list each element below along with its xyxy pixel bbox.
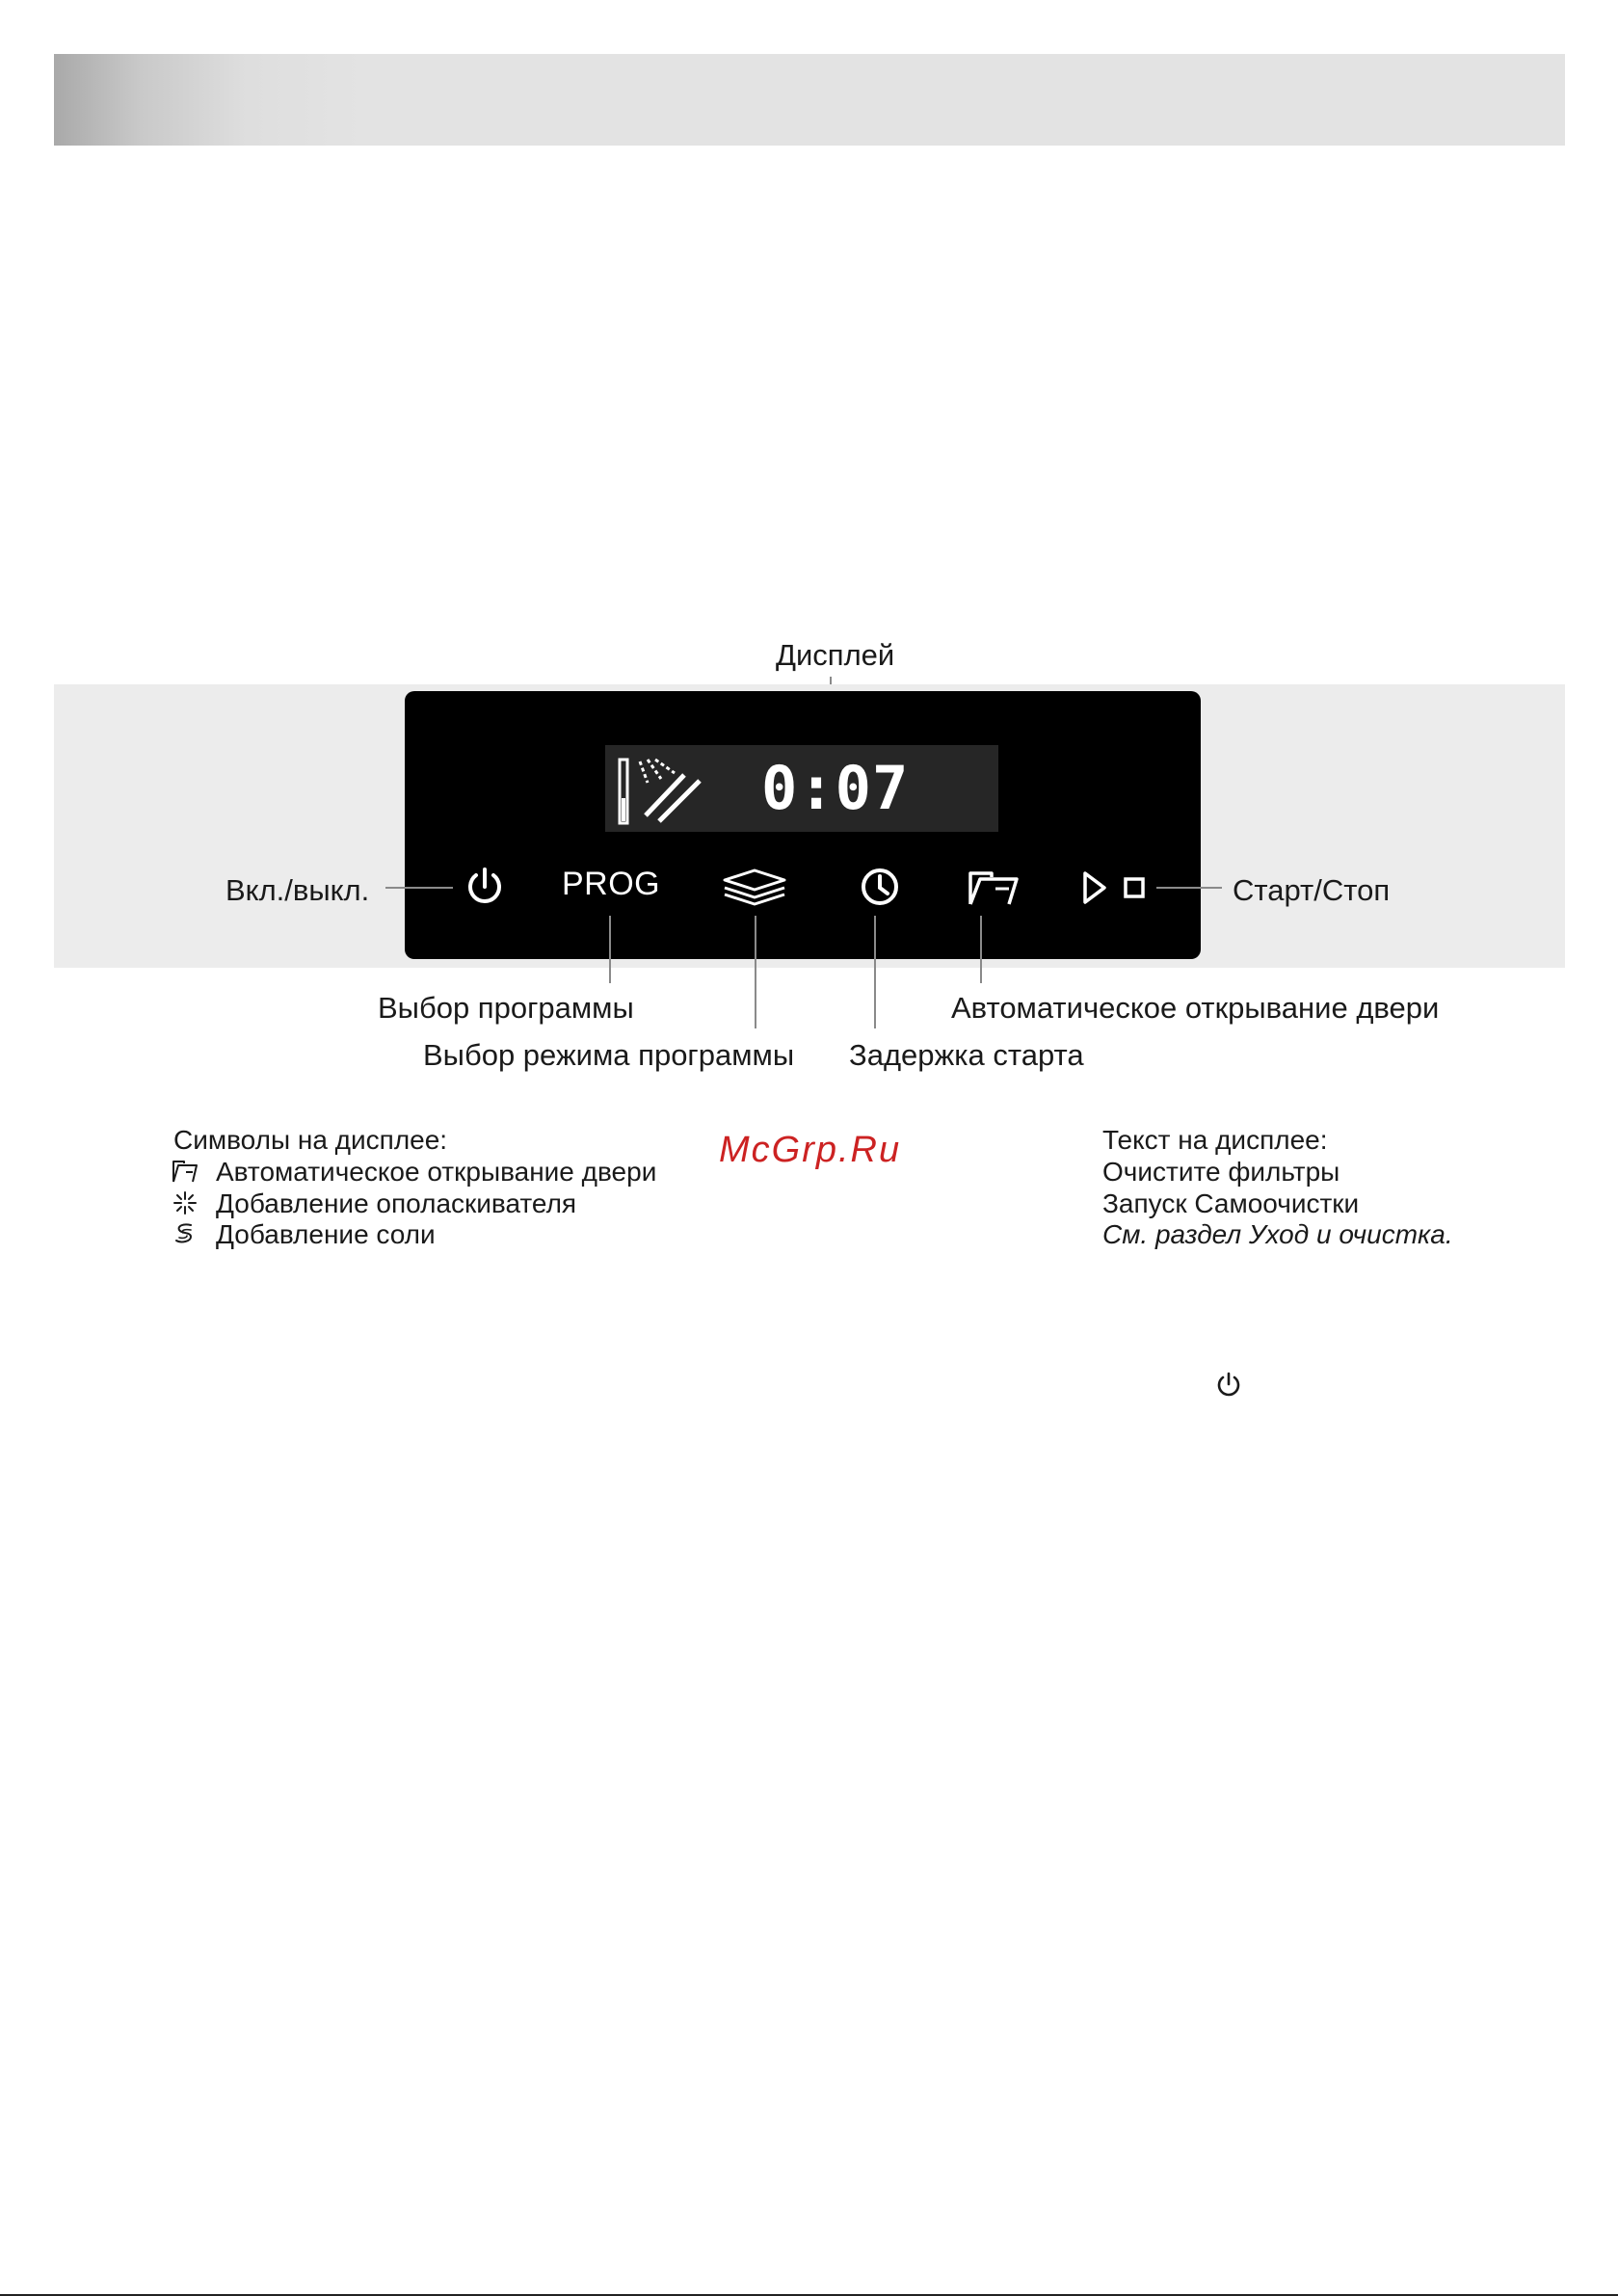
display-text-line-2: Запуск Самоочистки (1102, 1188, 1360, 1218)
auto-door-icon (970, 873, 1017, 904)
start-stop-button[interactable] (1081, 869, 1149, 906)
leader-program-mode (755, 916, 756, 1028)
leader-delay-start (874, 916, 876, 1028)
symbol-label-auto-door: Автоматическое открывание двери (216, 1157, 657, 1187)
display-text-heading: Текст на дисплее: (1102, 1125, 1328, 1155)
display-time: 0:07 (761, 753, 910, 823)
symbol-label-rinse-aid: Добавление ополаскивателя (216, 1188, 577, 1218)
salt-icon (172, 1220, 199, 1247)
leader-program-select (609, 916, 611, 983)
play-icon (1085, 873, 1104, 902)
display-text-line-1: Очистите фильтры (1102, 1157, 1340, 1187)
layers-icon (725, 870, 784, 890)
rinse-aid-icon (172, 1189, 199, 1216)
stop-icon (1126, 879, 1143, 896)
callout-start-stop: Старт/Стоп (1233, 873, 1391, 907)
callout-power: Вкл./выкл. (225, 873, 370, 907)
callout-auto-door: Автоматическое открывание двери (951, 991, 1440, 1025)
auto-door-icon (172, 1158, 199, 1185)
header-band (54, 54, 1565, 146)
program-mode-button[interactable] (721, 868, 788, 906)
callout-delay-start: Задержка старта (849, 1038, 1084, 1072)
power-button[interactable] (464, 866, 506, 908)
display-text-line-3: См. раздел Уход и очистка. (1102, 1219, 1453, 1249)
leader-power (385, 887, 453, 889)
symbols-heading: Символы на дисплее: (173, 1125, 448, 1155)
prog-button[interactable]: PROG (562, 866, 661, 902)
callout-display: Дисплей (776, 638, 895, 672)
callout-program-mode: Выбор режима программы (423, 1038, 795, 1072)
symbol-label-salt: Добавление соли (216, 1219, 436, 1249)
leader-auto-door (980, 916, 982, 983)
delay-start-button[interactable] (860, 867, 900, 907)
auto-door-button[interactable] (967, 868, 1021, 908)
watermark: McGrp.Ru (719, 1130, 902, 1170)
leader-start-stop (1156, 887, 1222, 889)
callout-program-select: Выбор программы (378, 991, 634, 1025)
wash-spray-icon (617, 756, 705, 829)
power-icon (1215, 1371, 1242, 1398)
